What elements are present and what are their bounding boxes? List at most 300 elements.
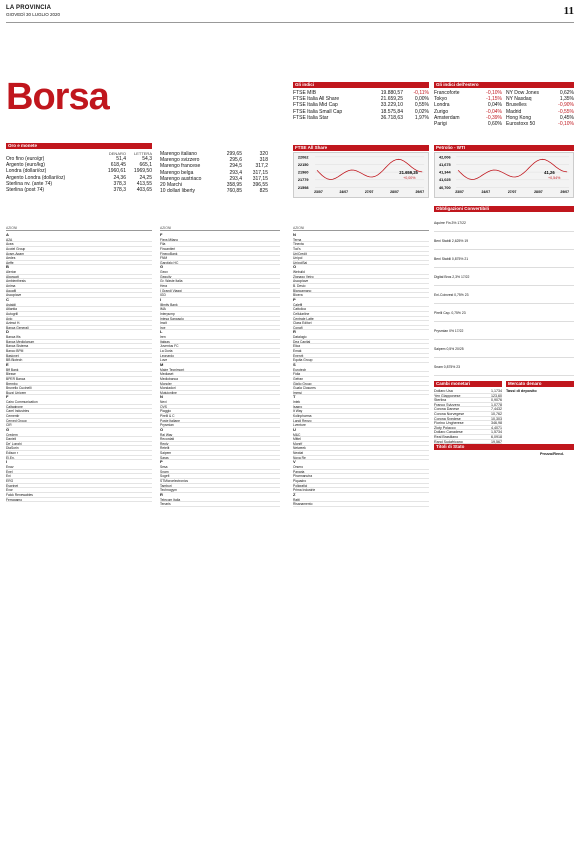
stock-name: Class Editori [293,321,312,325]
row-name: FTSE Italia All Share [293,96,340,103]
row-name: Francoforte [434,90,460,96]
row-change: 0,00% [414,96,429,103]
stock-name: Avio [6,316,13,321]
row-change: -0,90% [558,102,574,109]
stock-name: OVS [160,404,167,409]
stock-name: Banco BPM [6,349,24,353]
row-change: 317,15 [252,175,268,182]
bond-row: Snam 0,875% 23 [434,358,574,376]
y-tick-label: 42,006 [438,155,451,160]
x-tick-label: 29/07 [415,190,425,195]
bond-row: Saipem 0,5% 20/25 [434,340,574,358]
row-change: -0,55% [558,108,574,115]
stock-name: Eni [6,474,11,478]
stock-name: Azimut H. [6,321,21,325]
fx-name: Yen Giapponese [434,393,461,398]
stock-name: B. Desio [293,284,306,288]
section-letter: L [160,329,163,335]
stock-name: Aedes [6,256,16,260]
row-name: Marengo svizzero [160,157,200,164]
stock-name: Kolinpharma [293,413,312,418]
row-change: 318 [259,157,268,164]
stock-name: Mutuionline [160,390,177,395]
row-name: NY Nasdaq [506,96,532,103]
stock-name: Intek [293,400,301,404]
stock-name: Webuild [293,270,305,274]
row-name: FTSE Italia Star [293,114,329,121]
oro-head-a: DENARO [108,151,126,156]
cambi-table [434,389,502,444]
fx-value: 1,1734 [491,389,502,393]
row-change: 1,35% [559,96,574,103]
stock-name: Moncler [160,381,172,386]
fx-name: Franco Svizzero [434,402,460,407]
stock-name: Caleffi [293,302,303,307]
stock-name: Telecom Italia [160,497,181,502]
fx-value: 123,60 [491,393,502,398]
section-letter: Z [293,491,296,497]
last-value-label: 41,26 [544,170,555,176]
stock-name: Hera [160,284,168,288]
stock-name: Iren [160,335,166,339]
stock-name: Piaggio [160,409,171,413]
stock-name: Pharmanutra [293,474,313,478]
stock-name: Buzzi Unicem [6,390,27,395]
stock-name: Newlat [293,451,304,455]
stock-column-3 [293,233,429,845]
x-tick-label: 27/07 [507,190,517,195]
section-letter: D [6,329,9,335]
titoli-title: Titoli di Stato [434,444,574,450]
stock-name: IMA [160,307,166,311]
bond-row: Eni-Coinvest 0,75% 23 [434,286,574,304]
stock-name: Ascopiave [6,293,22,297]
stock-name: Anima [6,284,16,288]
row-change: -1,15% [486,96,502,103]
stock-name: Ambienthesis [6,279,26,284]
row-change: 54,3 [142,156,152,162]
stock-name: Tamburi [160,483,172,488]
titoli-sub: Prezzo/Rend. [540,452,564,456]
stock-name: Gequity [160,274,172,279]
stock-name: Basicnet [6,353,19,358]
stock-name: Immsi [293,390,302,395]
section-letter: S [293,361,296,367]
row-value: 295,6 [229,157,242,164]
x-tick-label: 23/07 [455,190,464,195]
fx-value: 7,4432 [491,407,502,412]
row-value: 358,95 [226,182,242,189]
y-tick-label: 41,675 [438,162,451,167]
row-name: Bruxelles [506,102,527,109]
section-letter: O [160,426,164,432]
row-change: 24,25 [139,174,152,181]
page-number: 11 [563,5,574,17]
row-name: Sterlina (post 74) [6,187,45,194]
stock-name: Saras [160,455,169,460]
section-letter: R [160,491,163,497]
stock-name: Prima Industrie [293,488,316,492]
stock-name: Carel Industries [6,409,30,413]
obbl-table [434,214,574,376]
stock-name: ERG [6,478,14,483]
stock-name: Rai Way [160,432,173,437]
stock-name: Tinexta [293,242,304,246]
stock-name: Atlantia [6,307,17,311]
stock-name: Algowatt [6,274,19,279]
y-tick-label: 21960 [297,170,309,175]
fx-value: 6,0918 [491,434,502,439]
stock-name: Fiera Milano [160,237,179,242]
stock-name: Inwit [160,321,167,325]
section-letter: C [6,296,9,302]
stock-name: Banca Ifis [6,335,21,339]
stock-name: FNM [160,256,168,260]
stock-name: BPER Banca [6,376,26,381]
stock-name: Cattolica [293,307,306,311]
stock-name: Illimity Bank [160,302,178,307]
stock-name: Acotel Group [6,246,26,251]
row-name: Oro fino (euro/gr) [6,156,45,162]
stock-name: El.En. [6,455,15,460]
row-change: 320 [259,151,268,157]
stock-name: Enav [6,465,14,469]
stock-name: I Grandi Viaggi [160,288,182,293]
stock-name: Biancamano [293,288,312,293]
row-change: 825 [259,188,268,195]
row-change: -0,11% [413,90,429,96]
stock-name: Prysmian [160,423,174,427]
stock-name: Saipem [160,451,172,455]
stock-name: Ratti [293,497,300,502]
fx-value: 4,4071 [491,425,502,430]
stock-name: Monrif [293,441,303,446]
x-tick-label: 28/07 [534,190,543,195]
row-name: Marengo italiano [160,151,197,157]
row-change: 0,55% [414,102,429,109]
stock-name: Nexi [160,400,167,404]
table-row [6,187,152,193]
issue-date: GIOVEDÌ 30 LUGLIO 2020 [6,12,61,17]
paper-name: LA PROVINCIA [6,5,52,11]
row-change: 0,60% [487,121,502,128]
page-title: Borsa [6,76,109,118]
stock-name: Netweek [293,446,306,451]
stock-name: Zignago Vetro [293,274,314,279]
section-letter: B [6,264,9,270]
stock-name: Mondadori [160,386,176,390]
stock-name: Edison r [6,451,19,455]
stock-name: Poligrafici [293,483,308,488]
stock-name: Interpump [160,311,175,316]
y-tick-label: 21598 [297,185,309,190]
section-letter: F [160,233,163,237]
stock-name: Banca Generali [6,325,29,330]
x-tick-label: 24/07 [481,190,491,195]
fx-name: Corona Danese [434,407,460,412]
ftse-chart [293,152,429,198]
fx-name: Fiorino Ungherese [434,421,464,426]
titoli-column [434,458,574,845]
row-value: 33.229,10 [380,102,403,109]
stock-name: La Doria [160,349,173,353]
stock-name: Irce [160,325,166,330]
stock-name: Acsm-Agam [6,251,24,256]
stock-name: Isagro [293,404,303,409]
stock-name: Exor [6,488,13,492]
stock-column-1 [6,233,152,845]
fx-value: 10,303 [491,416,502,421]
y-tick-label: 22150 [297,162,309,167]
fx-name: Corona Svedese [434,416,461,421]
row-name: Parigi [434,121,447,128]
stock-name: Fidia [293,372,301,376]
row-change: -0,10% [558,121,574,128]
section-letter: E [6,361,9,367]
row-name: FTSE Italia Small Cap [293,108,343,115]
row-value: 21.659,25 [380,96,403,103]
stock-name: Cellularline [293,311,310,316]
stock-name: Mittel [293,437,301,441]
section-letter: P [293,296,296,302]
stock-name: Bff Bank [6,367,19,372]
fx-name: Rand Sudafricano [434,439,463,444]
stock-name: Cementir [6,413,20,418]
stock-name: Cerved Group [6,418,27,423]
stock-name: Mediaset [160,372,174,376]
stock-name: Maire Tecnimont [160,367,185,372]
row-name: Marengo austriaco [160,175,202,182]
row-value: 36.718,63 [380,114,403,121]
stock-name: BB Biotech [6,358,23,362]
y-tick-label: 41,344 [438,170,451,175]
bond-row: Beni Stabili 0,875% 21 [434,250,574,268]
bond-row: Pirelli Cap. 0,75% 23 [434,304,574,322]
stock-name: Landi Renzo [293,418,312,423]
stock-name: Biesse [6,372,16,376]
stock-name: Gr. Waste Italia [160,279,183,284]
stock-name: DiaSorin [6,446,19,451]
stock-name: Brunello Cucinelli [6,386,32,390]
stock-name: Luve [160,358,168,362]
stock-name: Retelit [160,446,170,451]
row-change: 1,97% [414,114,429,121]
stock-name: Alerion [6,270,17,274]
row-name: FTSE Italia Mid Cap [293,102,338,109]
section-letter: G [160,264,164,270]
stock-name: Ascopiave [293,279,309,284]
oro-table [6,151,152,193]
stock-name: Credem [6,432,18,437]
fx-value: 346,98 [491,421,502,426]
stock-name: Poste Italiane [160,418,180,423]
stock-name: Fila [160,242,166,246]
stock-column-2 [160,233,280,845]
stock-name: Cairo Communication [6,400,38,404]
row-name: Hong Kong [506,114,532,121]
row-value: 760,85 [226,188,242,195]
indici-table [293,90,429,121]
y-tick-label: 40,700 [438,185,451,190]
row-name: Argento (euro/kg) [6,162,45,169]
stock-name: Garofalo HC [160,260,179,265]
row-change: 396,55 [252,182,268,189]
row-value: 24,36 [113,174,126,181]
stock-name: Aquafil [6,288,17,293]
stock-name: De' Longhi [6,441,22,446]
stock-name: Eurotech [293,367,307,372]
stock-name: Conafi [293,325,303,330]
stock-name: Lventure [293,423,306,427]
row-name: Madrid [506,108,522,115]
stock-row [6,498,152,503]
stock-name: Esprinet [6,483,19,488]
row-change: 0,04% [487,102,502,109]
section-letter: M [160,361,164,367]
row-value: 293,4 [229,169,242,176]
col-head-1: AZIONI [6,225,152,231]
stock-name: CIR [6,423,12,427]
row-value: 293,4 [229,175,242,182]
row-name: Argento Londra (dollari/oz) [6,174,66,181]
x-tick-label: 23/07 [314,190,323,195]
row-change: -0,04% [486,108,502,115]
row-change: 317,2 [255,163,268,170]
fx-value: 10,762 [491,411,502,416]
cambi-title: Cambi monetari [434,381,502,387]
stock-name: Sesa [160,465,168,469]
row-value: 19.880,57 [380,90,403,96]
stock-name: M&C [293,432,301,437]
stock-name: Emak [293,349,302,353]
estero-title: Gli indici dell'estero [434,82,574,88]
row-value: 618,45 [110,162,126,169]
stock-name: Pirelli & C [160,413,175,418]
row-value: 294,5 [229,163,242,170]
row-value: 18.575,84 [380,108,403,115]
stock-name: STMicroelectronics [160,478,189,483]
bond-row: Digital Bros 2,3% 17/22 [434,268,574,286]
fx-name: Dollaro Canadese [434,430,463,435]
row-name: Tokyo [434,96,448,103]
stock-name: Snam [160,469,169,474]
stock-name: Geox [160,270,168,274]
stock-name: Giglio Group [293,381,312,386]
row-name: Marengo belga [160,169,194,176]
stock-name: Guala Closures [293,386,316,390]
stock-name: Equita Group [293,358,313,362]
stock-name: Reply [160,441,169,446]
stock-name: Dea Capital [293,339,311,344]
stock-row [293,502,429,507]
stock-name: Intesa Sanpaolo [160,316,184,321]
section-letter: U [293,426,296,432]
table-row [506,121,574,127]
section-letter: A [6,233,9,237]
row-value: 378,3 [113,187,126,194]
stock-name: FinecoBank [160,251,178,256]
stock-name: Risanamento [293,502,313,506]
row-value: 378,3 [113,180,126,187]
row-value: 1960,61 [107,168,126,175]
section-letter: N [293,233,296,237]
row-change: 403,65 [136,187,152,194]
stock-name: Caltagirone [6,404,23,409]
stock-name: Sogefi [160,474,170,478]
bond-row: Beni Stabili 2,625% 19 [434,232,574,250]
table-row [293,115,429,121]
row-name: Sterlina nv. (ante 74) [6,180,53,187]
stock-name: Astaldi [6,302,16,307]
fx-name: Zloty Polacco [434,425,456,430]
table-row [434,121,502,127]
stock-name: Brembo [6,381,18,386]
row-name: Londra (dollari/oz) [6,168,47,175]
row-change: 1969,50 [133,168,152,175]
row-value: 299,65 [226,151,242,157]
x-tick-label: 24/07 [339,190,349,195]
row-name: NY Dow Jones [506,90,539,96]
section-letter: I [160,296,162,302]
wti-chart-title: Petrolio - WTI [434,145,574,151]
section-letter: T [293,394,296,400]
fx-value: 0,9076 [491,398,502,403]
stock-name: Recordati [160,437,175,441]
mercato-sub: Tassi di deposito [506,389,537,393]
fx-name: Sterlina [434,398,447,403]
x-tick-label: 28/07 [390,190,399,195]
stock-name: Terna [293,237,302,242]
stock-name: Juventus FC [160,344,179,349]
row-change: -0,39% [486,114,502,121]
stock-name: Piquadro [293,478,307,483]
oro-title: Oro e monete [6,143,152,149]
row-name: 20 Marchi [160,182,182,189]
mercato-title: Mercato denaro [506,381,574,387]
masthead [6,5,574,23]
col-head-3: AZIONI [293,225,429,231]
row-change: 0,45% [559,114,574,121]
stock-name: Autogrill [6,311,18,316]
row-name: Marengo francese [160,163,201,170]
stock-name: Fincantieri [160,246,176,251]
stock-name: Ferragamo [6,497,23,502]
stock-name: Acea [6,242,14,246]
marengo-table [160,151,268,194]
fx-value: 1,5734 [491,430,502,435]
row-change: 0,62% [559,90,574,96]
stock-row [160,502,280,507]
wti-chart [434,152,574,198]
row-change: -0,10% [486,90,502,96]
stock-name: Orsero [293,465,304,469]
bond-row: Prysmian 0% 17/22 [434,322,574,340]
stock-name: Italgas [160,339,170,344]
stock-name: Banca Mediolanum [6,339,35,344]
stock-name: Aeffe [6,260,14,265]
obbl-title: Obbligazioni Convertibili [434,206,574,212]
indici-title: Gli indici [293,82,429,88]
row-change: 413,55 [136,180,152,187]
y-tick-label: 22062 [297,155,309,160]
row-name: Zurigo [434,108,449,115]
fx-value: 19,567 [491,439,502,444]
section-letter: R [293,329,296,335]
stock-name: It Way [293,409,303,413]
stock-name: Bioera [293,293,303,297]
stock-name: Unipol [293,256,303,260]
stock-name: UniCredit [293,251,307,256]
